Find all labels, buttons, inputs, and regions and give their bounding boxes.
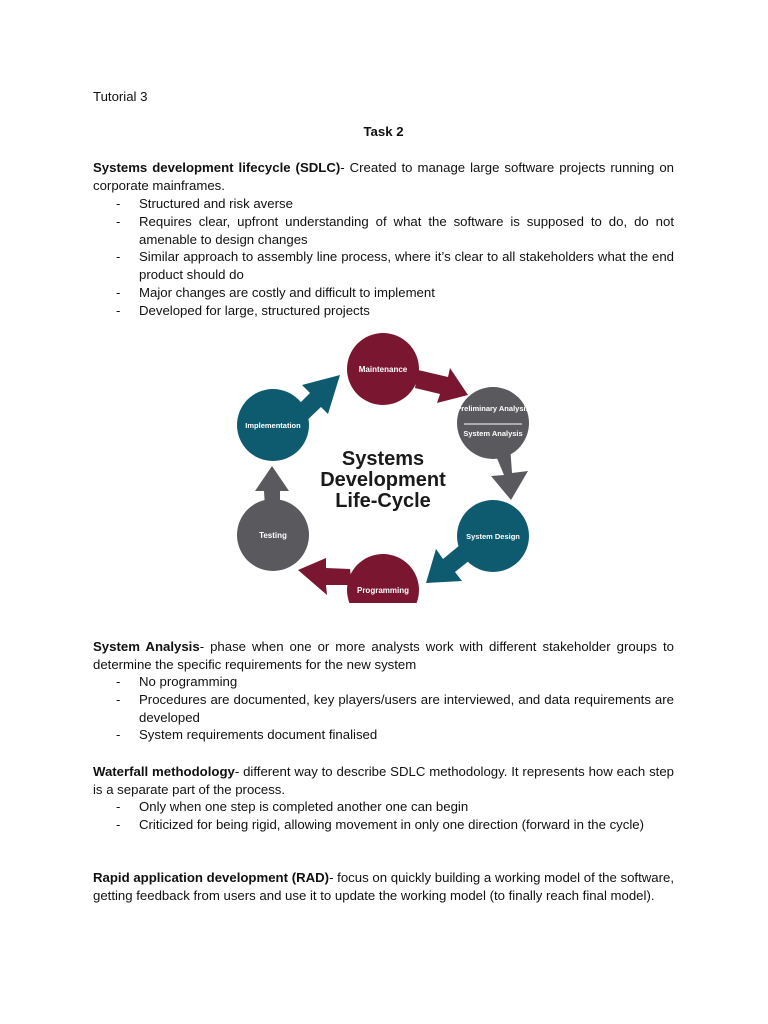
sdlc-term: Systems development lifecycle (SDLC) (93, 160, 341, 175)
waterfall-paragraph (93, 763, 674, 799)
svg-text:Testing: Testing (259, 531, 287, 540)
list-item: - Only when one step is completed another one can begin (116, 799, 469, 814)
analysis-node (456, 387, 530, 459)
waterfall-description: - different way to describe SDLC methodology. It represents how each step is a separate part of the process. (93, 764, 675, 797)
maintenance-node (347, 333, 419, 405)
diagram-title-line: Systems (341, 448, 425, 470)
list-item: - Structured and risk averse (116, 196, 293, 211)
svg-text:System Design: System Design (466, 532, 520, 541)
programming-node (347, 554, 419, 603)
list-item: - No programming (116, 674, 238, 689)
list-item: - Requires clear, upfront understanding of what the software is supposed to do, do not amenable to design changes (116, 213, 674, 247)
waterfall-term: Waterfall methodology (93, 764, 235, 779)
svg-text:Programming: Programming (356, 586, 410, 595)
list-item: - System requirements document finalised (116, 727, 378, 743)
arrow-maintenance-to-analysis (415, 368, 468, 403)
rad-description: - focus on quickly building a working model of the software, getting feedback from users and use it to update the working model (to finally reach final model). (93, 870, 674, 903)
tutorial-label: Tutorial 3 (93, 89, 148, 104)
svg-text:Implementation: Implementation (245, 421, 301, 430)
list-item: - Developed for large, structured projects (116, 302, 370, 318)
system-analysis-paragraph (93, 638, 674, 674)
list-item: - Procedures are documented, key players/users are interviewed, and data requirements are developed (116, 691, 674, 725)
implementation-node (237, 389, 309, 461)
sdlc-paragraph (93, 159, 674, 195)
sdlc-bullet-list (93, 195, 674, 320)
sdlc-cycle-diagram (230, 333, 540, 603)
list-item: - Criticized for being rigid, allowing movement in only one direction (forward in the cycle) (116, 816, 645, 832)
diagram-title-line: Development (320, 469, 446, 491)
svg-text:Preliminary Analysis: Preliminary Analysis (456, 404, 530, 413)
diagram-title-line: Life-Cycle (335, 490, 431, 512)
rad-term: Rapid application development (RAD) (93, 870, 330, 885)
arrow-programming-to-testing (298, 558, 352, 595)
svg-text:Maintenance: Maintenance (358, 365, 408, 374)
system-analysis-bullet-list (93, 673, 674, 744)
rad-paragraph (93, 869, 674, 905)
list-item: - Major changes are costly and difficult to implement (116, 284, 435, 300)
system-analysis-term: System Analysis (93, 639, 200, 654)
waterfall-bullet-list (93, 798, 674, 834)
sdlc-description: - Created to manage large software projects running on corporate mainframes. (93, 160, 674, 193)
list-item: - Similar approach to assembly line process, where it’s clear to all stakeholders what the end product should do (116, 249, 674, 283)
system-design-node (457, 500, 529, 572)
system-analysis-description: - phase when one or more analysts work with different stakeholder groups to determine the specific requirements for the new system (93, 639, 674, 672)
svg-text:System Analysis: System Analysis (463, 429, 523, 438)
task-heading: Task 2 (363, 124, 404, 139)
testing-node (237, 499, 309, 571)
